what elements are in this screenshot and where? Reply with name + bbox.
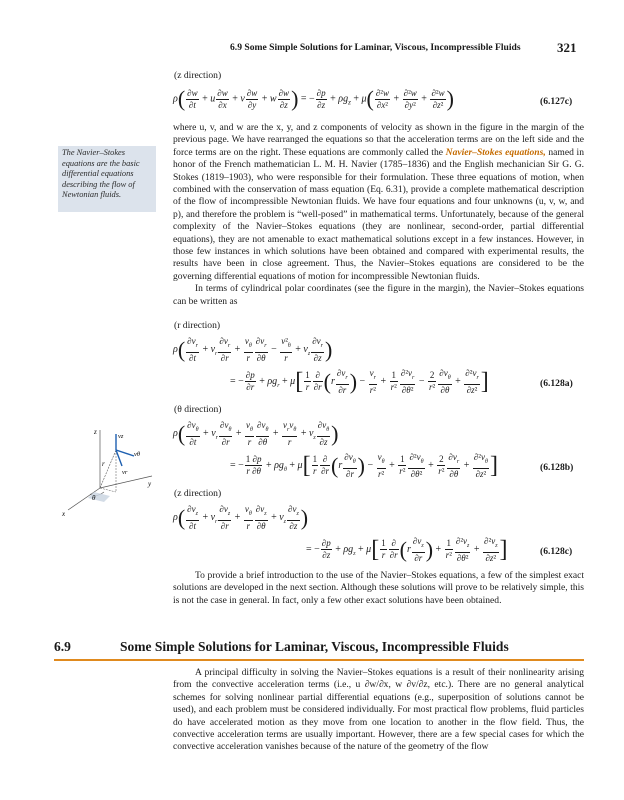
para1-text-a: where u, v, and w are the x, y, and z components of velocity as shown in the figure in the margin of the previous page. We have rearranged the equations so that the acceleration terms are on the left side and the force terms are on the right. These equations are commonly called the <box>173 122 584 158</box>
page-number: 321 <box>557 40 577 55</box>
running-header <box>0 42 624 60</box>
equation-6-128a-lhs: ρ( $\frac{\partial v_r}{\partial t}$ + $v_r$ $\frac{\partial v_r}{\partial r}$ + $\frac{v_\theta}{r}$ $\frac{\partial v_r}{\partial\theta}$ − $\frac{v^2_\theta}{r}$ + $v_z$ $\frac{\partial v_r}{\partial z}$ ) <box>173 336 333 363</box>
equation-6-128c-lhs: ρ( $\frac{\partial v_z}{\partial t}$ + $v_r$ $\frac{\partial v_z}{\partial r}$ + $\frac{v_\theta}{r}$ $\frac{\partial v_z}{\partial\theta}$ + $v_z$ $\frac{\partial v_z}{\partial z}$ ) <box>173 504 309 531</box>
running-title: 6.9 Some Simple Solutions for Laminar, Viscous, Incompressible Fluids <box>230 42 521 53</box>
section-rule <box>54 659 584 661</box>
equation-number-6-128a: (6.128a) <box>540 378 573 389</box>
label-z-direction-cyl: (z direction) <box>174 488 222 499</box>
fig-label-theta: θ <box>92 494 96 502</box>
equation-6-127c: ρ( $\frac{\partial w}{\partial t}$ + u $\frac{\partial w}{\partial x}$ + v $\frac{\partial w}{\partial y}$ + w $\frac{\partial w}{\partial z}$ ) = − $\frac{\partial p}{\partial z}$ + $\rho g_z + \mu$( $\frac{\text{∂²w}}{\text{∂x²}}$ + $\frac{\text{∂²w}}{\text{∂y²}}$ + $\frac{\text{∂²w}}{\text{∂z²}}$ ) <box>173 86 454 111</box>
fig-axis-y: y <box>148 480 152 488</box>
cylindrical-coordinates-figure <box>58 428 156 518</box>
equation-6-128c-rhs: = − $\frac{\partial p}{\partial z}$ + $\rho g_z + \mu$[ $\frac{1}{r}$ $\frac{\partial}{\partial r}$ (r $\frac{\partial v_z}{\partial r}$ ) + $\frac{1}{\text{r²}}$ $\frac{\partial^2v_z}{\text{∂θ²}}$ + $\frac{\partial^2v_z}{\text{∂z²}}$ ] <box>306 536 508 563</box>
section-title: Some Simple Solutions for Laminar, Viscous, Incompressible Fluids <box>120 639 509 654</box>
margin-note: The Navier–Stokes equations are the basic differential equations describing the flow of Newtonian fluids. <box>58 146 156 212</box>
fig-axis-x: x <box>62 510 66 518</box>
equation-number-6-128b: (6.128b) <box>540 462 574 473</box>
fig-label-vtheta: vθ <box>134 451 141 458</box>
label-theta-direction: (θ direction) <box>174 404 222 415</box>
section-heading <box>54 636 584 658</box>
paragraph-principal-difficulty: A principal difficulty in solving the Navier–Stokes equations is a result of their nonlinearity arising from the convective acceleration terms (i.e., u ∂w/∂x, w ∂v/∂z, etc.). There are no general analytical schemes for solving nonlinear partial differential equations (e.g., superposition of solutions cannot be used), and each problem must be considered individually. For most practical flow problems, fluid particles do have accelerated motion as they move from one location to another in the flow field. Thus, the convective acceleration terms are usually important. However, there are a few special cases for which the convective acceleration vanishes because of the nature of the geometry of the flow <box>173 667 584 753</box>
equation-6-128b-lhs: ρ( $\frac{\partial v_\theta}{\partial t}$ + $v_r$ $\frac{\partial v_\theta}{\partial r}$ + $\frac{v_\theta}{r}$ $\frac{\partial v_\theta}{\partial\theta}$ + $\frac{v_rv_\theta}{r}$ + $v_z$ $\frac{\partial v_\theta}{\partial z}$ ) <box>173 420 339 447</box>
label-z-direction: (z direction) <box>174 70 222 81</box>
equation-number-6-127c: (6.127c) <box>540 96 573 107</box>
equation-number-6-128c: (6.128c) <box>540 546 573 557</box>
paragraph-cylindrical: In terms of cylindrical polar coordinates (see the figure in the margin), the Navier–Stokes equations can be written as <box>173 283 584 307</box>
fig-label-r: r <box>102 460 105 468</box>
navier-stokes-term: Navier–Stokes equations, <box>445 146 546 158</box>
paragraph-navier-stokes-intro <box>173 122 584 308</box>
paragraph-simple-solutions: To provide a brief introduction to the use of the Navier–Stokes equations, a few of the simplest exact solutions are developed in the next section. Although these solutions will prove to be relatively simple, this is not the case in general. In fact, only a few other exact solutions have been obtained. <box>173 570 584 606</box>
section-number: 6.9 <box>54 639 71 654</box>
label-r-direction: (r direction) <box>174 320 221 331</box>
fig-axis-z: z <box>94 428 97 436</box>
para1-text-b: named in honor of the French mathematician L. M. H. Navier (1785–1836) and the English mechanician Sir G. G. Stokes (1819–1903), who were responsible for their formulation. These three equations of motion, when combined with the conservation of mass equation (Eq. 6.31), provide a complete mathematical description of the flow of incompressible Newtonian fluids. We have four equations and four unknowns (u, v, w, and p), and therefore the problem is “well-posed” in mathematical terms. Unfortunately, because of the general complexity of the Navier–Stokes equations (they are nonlinear, second-order, partial differential equations), they are not amenable to exact mathematical solutions except in a few instances. However, in those few instances in which solutions have been obtained and compared with experimental results, the results have been in close agreement. Thus, the Navier–Stokes equations are considered to be the governing differential equations of motion for incompressible Newtonian fluids. <box>173 146 584 282</box>
coordinate-diagram <box>58 428 156 518</box>
fig-label-vz: vz <box>118 433 124 440</box>
fig-label-vr: vr <box>122 469 128 476</box>
equation-6-128b-rhs: = − $\frac{1 \partial p}{r \partial\theta}$ + $\rho g_\theta + \mu$[ $\frac{1}{r}$ $\frac{\partial}{\partial r}$ (r $\frac{\partial v_\theta}{\partial r}$ ) − $\frac{v_\theta}{\text{r²}}$ + $\frac{1}{\text{r²}}$ $\frac{\partial^2v_\theta}{\text{∂θ²}}$ + $\frac{2}{\text{r²}}$ $\frac{\partial v_r}{\partial\theta}$ + $\frac{\partial^2v_\theta}{\text{∂z²}}$ ] <box>230 452 498 479</box>
equation-6-128a-rhs: = − $\frac{\partial p}{\partial r}$ + $\rho g_r + \mu$[ $\frac{1}{r}$ $\frac{\partial}{\partial r}$ (r $\frac{\partial v_r}{\partial r}$ ) − $\frac{v_r}{\text{r²}}$ + $\frac{1}{\text{r²}}$ $\frac{\partial^2v_r}{\text{∂θ²}}$ − $\frac{2}{\text{r²}}$ $\frac{\partial v_\theta}{\partial\theta}$ + $\frac{\partial^2v_r}{\text{∂z²}}$ ] <box>230 368 489 395</box>
